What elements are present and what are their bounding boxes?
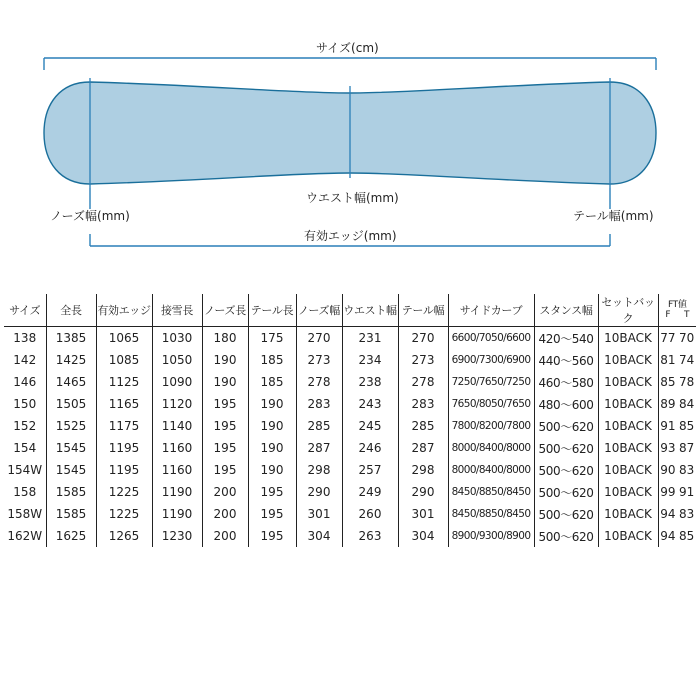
cell-size: 142 xyxy=(4,349,46,371)
cell-ft-value xyxy=(658,481,696,503)
cell-setback: 10BACK xyxy=(598,349,658,371)
cell-nose-width: 298 xyxy=(296,459,342,481)
cell-nose-width: 290 xyxy=(296,481,342,503)
cell-effective-edge: 1195 xyxy=(96,437,152,459)
cell-side-curve: 6600/7050/6600 xyxy=(448,327,534,350)
cell-ft-f: 94 xyxy=(660,507,676,521)
cell-effective-edge: 1225 xyxy=(96,481,152,503)
cell-side-curve: 8000/8400/8000 xyxy=(448,459,534,481)
cell-tail-width: 304 xyxy=(398,525,448,547)
cell-waist-width: 257 xyxy=(342,459,398,481)
cell-side-curve: 8900/9300/8900 xyxy=(448,525,534,547)
cell-size: 162W xyxy=(4,525,46,547)
cell-contact-length: 1090 xyxy=(152,371,202,393)
cell-tail-width: 285 xyxy=(398,415,448,437)
cell-stance-width: 480～600 xyxy=(534,393,598,415)
cell-total-length: 1505 xyxy=(46,393,96,415)
cell-setback: 10BACK xyxy=(598,393,658,415)
cell-setback: 10BACK xyxy=(598,481,658,503)
header-size: サイズ xyxy=(4,294,46,327)
cell-total-length: 1585 xyxy=(46,481,96,503)
cell-size: 158W xyxy=(4,503,46,525)
cell-total-length: 1585 xyxy=(46,503,96,525)
cell-total-length: 1385 xyxy=(46,327,96,350)
cell-ft-t: 70 xyxy=(678,331,695,345)
cell-stance-width: 500～620 xyxy=(534,525,598,547)
header-setback: セットバック xyxy=(598,294,658,327)
cell-stance-width: 500～620 xyxy=(534,481,598,503)
cell-waist-width: 263 xyxy=(342,525,398,547)
cell-setback: 10BACK xyxy=(598,503,658,525)
cell-waist-width: 234 xyxy=(342,349,398,371)
cell-side-curve: 7800/8200/7800 xyxy=(448,415,534,437)
header-stance-width: スタンス幅 xyxy=(534,294,598,327)
cell-ft-f: 99 xyxy=(660,485,676,499)
cell-ft-value xyxy=(658,371,696,393)
cell-contact-length: 1160 xyxy=(152,459,202,481)
cell-ft-f: 91 xyxy=(660,419,676,433)
cell-ft-value xyxy=(658,327,696,350)
cell-ft-value xyxy=(658,503,696,525)
cell-waist-width: 243 xyxy=(342,393,398,415)
table-row xyxy=(4,327,696,350)
cell-ft-value xyxy=(658,349,696,371)
header-effective-edge: 有効エッジ xyxy=(96,294,152,327)
table-row xyxy=(4,393,696,415)
header-ft-title: FT値 xyxy=(667,300,687,310)
cell-effective-edge: 1225 xyxy=(96,503,152,525)
cell-setback: 10BACK xyxy=(598,525,658,547)
cell-effective-edge: 1085 xyxy=(96,349,152,371)
cell-setback: 10BACK xyxy=(598,437,658,459)
cell-contact-length: 1190 xyxy=(152,503,202,525)
cell-tail-width: 273 xyxy=(398,349,448,371)
cell-setback: 10BACK xyxy=(598,459,658,481)
cell-contact-length: 1160 xyxy=(152,437,202,459)
header-ft-t: T xyxy=(683,310,690,320)
cell-waist-width: 238 xyxy=(342,371,398,393)
cell-stance-width: 500～620 xyxy=(534,437,598,459)
spec-table xyxy=(4,294,696,547)
cell-tail-length: 195 xyxy=(248,525,296,547)
cell-tail-length: 195 xyxy=(248,481,296,503)
waist-width-label: ウエスト幅(mm) xyxy=(306,191,399,205)
cell-nose-length: 195 xyxy=(202,437,248,459)
cell-tail-width: 287 xyxy=(398,437,448,459)
cell-setback: 10BACK xyxy=(598,415,658,437)
cell-setback: 10BACK xyxy=(598,371,658,393)
cell-stance-width: 500～620 xyxy=(534,503,598,525)
header-nose-length: ノーズ長 xyxy=(202,294,248,327)
cell-effective-edge: 1175 xyxy=(96,415,152,437)
cell-stance-width: 420～540 xyxy=(534,327,598,350)
cell-tail-length: 185 xyxy=(248,371,296,393)
cell-size: 158 xyxy=(4,481,46,503)
cell-contact-length: 1230 xyxy=(152,525,202,547)
cell-size: 154 xyxy=(4,437,46,459)
snowboard-dimension-diagram xyxy=(0,0,700,260)
cell-ft-t: 85 xyxy=(678,529,695,543)
cell-ft-f: 94 xyxy=(660,529,676,543)
cell-ft-t: 85 xyxy=(678,419,695,433)
header-contact-length: 接雪長 xyxy=(152,294,202,327)
cell-tail-length: 195 xyxy=(248,503,296,525)
cell-effective-edge: 1165 xyxy=(96,393,152,415)
cell-size: 150 xyxy=(4,393,46,415)
cell-ft-t: 74 xyxy=(678,353,695,367)
cell-ft-f: 77 xyxy=(660,331,676,345)
nose-width-label: ノーズ幅(mm) xyxy=(50,209,130,223)
cell-ft-f: 85 xyxy=(660,375,676,389)
table-header-row xyxy=(4,294,696,327)
cell-tail-length: 175 xyxy=(248,327,296,350)
cell-tail-width: 283 xyxy=(398,393,448,415)
effective-edge-label: 有効エッジ(mm) xyxy=(304,229,397,243)
cell-effective-edge: 1125 xyxy=(96,371,152,393)
cell-ft-f: 89 xyxy=(660,397,676,411)
cell-nose-length: 200 xyxy=(202,525,248,547)
cell-nose-width: 304 xyxy=(296,525,342,547)
spec-table-body xyxy=(4,327,696,548)
cell-ft-t: 83 xyxy=(678,507,695,521)
table-row xyxy=(4,349,696,371)
cell-nose-width: 285 xyxy=(296,415,342,437)
table-row xyxy=(4,415,696,437)
header-waist-width: ウエスト幅 xyxy=(342,294,398,327)
cell-effective-edge: 1065 xyxy=(96,327,152,350)
cell-contact-length: 1030 xyxy=(152,327,202,350)
cell-waist-width: 260 xyxy=(342,503,398,525)
size-dimension-line xyxy=(44,58,656,70)
header-ft-f: F xyxy=(665,310,671,320)
cell-tail-width: 301 xyxy=(398,503,448,525)
cell-effective-edge: 1265 xyxy=(96,525,152,547)
table-row xyxy=(4,371,696,393)
cell-tail-width: 270 xyxy=(398,327,448,350)
cell-stance-width: 500～620 xyxy=(534,415,598,437)
cell-nose-length: 190 xyxy=(202,349,248,371)
cell-waist-width: 246 xyxy=(342,437,398,459)
cell-setback: 10BACK xyxy=(598,327,658,350)
cell-ft-value xyxy=(658,415,696,437)
cell-ft-value xyxy=(658,393,696,415)
cell-nose-length: 180 xyxy=(202,327,248,350)
cell-side-curve: 8450/8850/8450 xyxy=(448,481,534,503)
cell-nose-length: 195 xyxy=(202,415,248,437)
cell-ft-value xyxy=(658,459,696,481)
cell-stance-width: 460～580 xyxy=(534,371,598,393)
header-ft-value xyxy=(658,294,696,327)
cell-side-curve: 6900/7300/6900 xyxy=(448,349,534,371)
cell-nose-length: 200 xyxy=(202,481,248,503)
table-row xyxy=(4,503,696,525)
cell-side-curve: 8450/8850/8450 xyxy=(448,503,534,525)
table-row xyxy=(4,437,696,459)
cell-stance-width: 500～620 xyxy=(534,459,598,481)
cell-side-curve: 7650/8050/7650 xyxy=(448,393,534,415)
tail-width-label: テール幅(mm) xyxy=(573,209,654,223)
header-tail-width: テール幅 xyxy=(398,294,448,327)
cell-nose-length: 195 xyxy=(202,459,248,481)
cell-side-curve: 7250/7650/7250 xyxy=(448,371,534,393)
cell-nose-width: 278 xyxy=(296,371,342,393)
header-tail-length: テール長 xyxy=(248,294,296,327)
cell-nose-width: 270 xyxy=(296,327,342,350)
cell-tail-length: 190 xyxy=(248,437,296,459)
cell-nose-width: 283 xyxy=(296,393,342,415)
cell-size: 154W xyxy=(4,459,46,481)
table-row xyxy=(4,525,696,547)
cell-ft-t: 87 xyxy=(678,441,695,455)
cell-waist-width: 249 xyxy=(342,481,398,503)
table-row xyxy=(4,481,696,503)
cell-contact-length: 1140 xyxy=(152,415,202,437)
cell-ft-f: 93 xyxy=(660,441,676,455)
cell-waist-width: 231 xyxy=(342,327,398,350)
cell-tail-length: 190 xyxy=(248,415,296,437)
header-side-curve: サイドカーブ xyxy=(448,294,534,327)
cell-nose-length: 190 xyxy=(202,371,248,393)
cell-tail-width: 290 xyxy=(398,481,448,503)
cell-contact-length: 1190 xyxy=(152,481,202,503)
table-row xyxy=(4,459,696,481)
cell-ft-t: 83 xyxy=(678,463,695,477)
cell-nose-width: 301 xyxy=(296,503,342,525)
cell-ft-t: 84 xyxy=(678,397,695,411)
cell-nose-length: 200 xyxy=(202,503,248,525)
cell-total-length: 1545 xyxy=(46,437,96,459)
header-nose-width: ノーズ幅 xyxy=(296,294,342,327)
cell-nose-width: 287 xyxy=(296,437,342,459)
cell-total-length: 1425 xyxy=(46,349,96,371)
cell-effective-edge: 1195 xyxy=(96,459,152,481)
cell-waist-width: 245 xyxy=(342,415,398,437)
cell-tail-length: 190 xyxy=(248,393,296,415)
cell-contact-length: 1120 xyxy=(152,393,202,415)
cell-tail-width: 298 xyxy=(398,459,448,481)
size-label: サイズ(cm) xyxy=(316,41,379,55)
cell-stance-width: 440～560 xyxy=(534,349,598,371)
cell-ft-t: 78 xyxy=(678,375,695,389)
cell-ft-value xyxy=(658,437,696,459)
cell-total-length: 1525 xyxy=(46,415,96,437)
cell-size: 138 xyxy=(4,327,46,350)
cell-tail-length: 190 xyxy=(248,459,296,481)
cell-tail-width: 278 xyxy=(398,371,448,393)
cell-total-length: 1625 xyxy=(46,525,96,547)
cell-nose-length: 195 xyxy=(202,393,248,415)
cell-ft-f: 81 xyxy=(660,353,676,367)
cell-ft-value xyxy=(658,525,696,547)
cell-ft-t: 91 xyxy=(678,485,695,499)
cell-tail-length: 185 xyxy=(248,349,296,371)
cell-ft-f: 90 xyxy=(660,463,676,477)
cell-total-length: 1545 xyxy=(46,459,96,481)
cell-size: 152 xyxy=(4,415,46,437)
cell-total-length: 1465 xyxy=(46,371,96,393)
cell-nose-width: 273 xyxy=(296,349,342,371)
header-total-length: 全長 xyxy=(46,294,96,327)
cell-side-curve: 8000/8400/8000 xyxy=(448,437,534,459)
cell-size: 146 xyxy=(4,371,46,393)
cell-contact-length: 1050 xyxy=(152,349,202,371)
